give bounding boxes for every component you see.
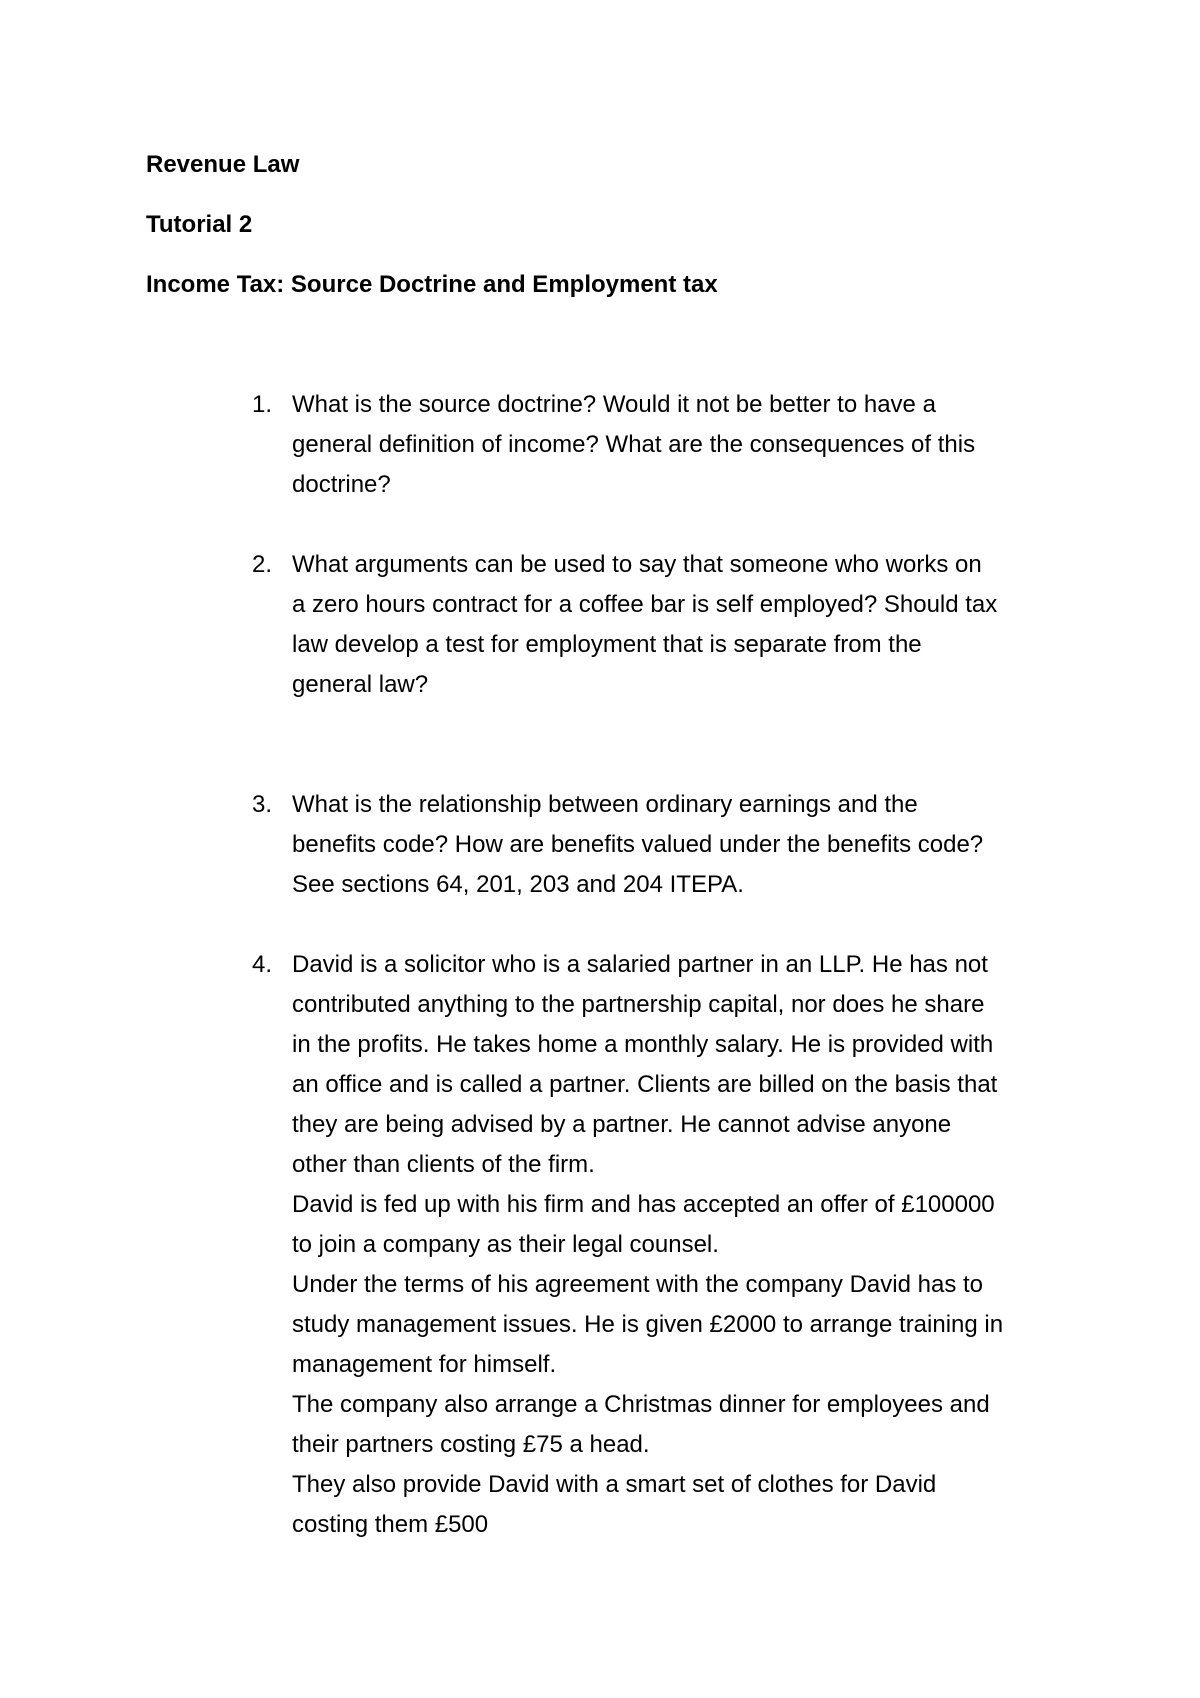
question-line: law develop a test for employment that is separate from the [292,631,922,658]
question-line: study management issues. He is given £2000 to arrange training in [292,1311,1004,1338]
question-line: in the profits. He takes home a monthly salary. He is provided with [292,1031,994,1058]
question-line: What is the relationship between ordinary earnings and the [292,791,918,818]
question-line: they are being advised by a partner. He cannot advise anyone [292,1111,952,1138]
question-item-4 [252,945,1072,1545]
question-line: The company also arrange a Christmas dinner for employees and [292,1391,990,1418]
question-number: 4. [252,951,273,978]
question-text [292,785,1072,905]
question-item-3 [252,785,1072,905]
question-line: See sections 64, 201, 203 and 204 ITEPA. [292,871,744,898]
question-item-1 [252,385,1072,505]
question-line: a zero hours contract for a coffee bar is self employed? Should tax [292,591,998,618]
question-line: Under the terms of his agreement with the company David has to [292,1271,984,1298]
question-line: general definition of income? What are the consequences of this [292,431,976,458]
tutorial-heading: Tutorial 2 [146,211,253,238]
document-title: Revenue Law [146,151,300,178]
question-number: 1. [252,391,273,418]
question-line: What is the source doctrine? Would it not be better to have a [292,391,936,418]
question-number: 2. [252,551,273,578]
question-line: contributed anything to the partnership capital, nor does he share [292,991,985,1018]
question-line: other than clients of the firm. [292,1151,595,1178]
topic-heading: Income Tax: Source Doctrine and Employment tax [146,271,718,298]
question-line: What arguments can be used to say that someone who works on [292,551,982,578]
question-line: They also provide David with a smart set of clothes for David [292,1471,937,1498]
question-line: management for himself. [292,1351,557,1378]
question-item-2 [252,545,1072,705]
question-text [292,545,1072,705]
question-text [292,945,1072,1545]
question-number: 3. [252,791,273,818]
question-text [292,385,1072,505]
question-line: David is a solicitor who is a salaried partner in an LLP. He has not [292,951,988,978]
question-line: general law? [292,671,429,698]
question-line: an office and is called a partner. Clients are billed on the basis that [292,1071,998,1098]
question-line: to join a company as their legal counsel. [292,1231,719,1258]
question-line: costing them £500 [292,1511,489,1538]
question-line: benefits code? How are benefits valued under the benefits code? [292,831,984,858]
question-line: their partners costing £75 a head. [292,1431,650,1458]
question-line: David is fed up with his firm and has accepted an offer of £100000 [292,1191,995,1218]
question-line: doctrine? [292,471,391,498]
